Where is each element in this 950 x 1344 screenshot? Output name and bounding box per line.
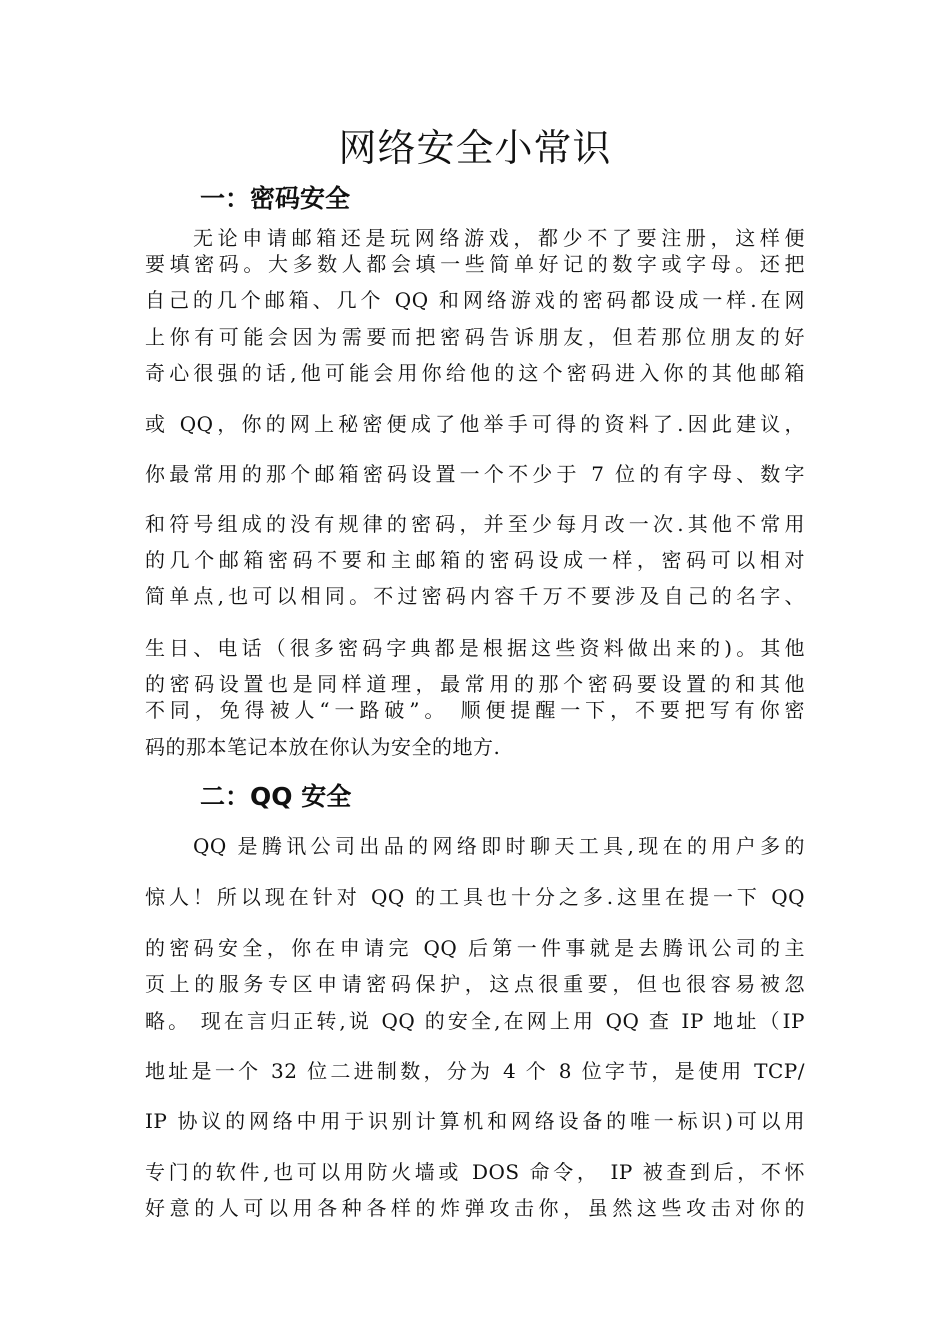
section-heading-password: 一：密码安全 [200,184,351,213]
paragraph-line: 或 QQ，你的网上秘密便成了他举手可得的资料了.因此建议， [145,412,805,436]
paragraph-line: 简单点,也可以相同。不过密码内容千万不要涉及自己的名字、 [145,584,805,608]
section-heading-qq: 二：QQ 安全 [200,782,352,811]
paragraph-line: 的密码安全，你在申请完 QQ 后第一件事就是去腾讯公司的主 [145,936,805,960]
paragraph-line: 地址是一个 32 位二进制数，分为 4 个 8 位字节，是使用 TCP/ [145,1059,805,1083]
paragraph-line: 的密码设置也是同样道理，最常用的那个密码要设置的和其他 [145,672,805,696]
paragraph-line: 的几个邮箱密码不要和主邮箱的密码设成一样，密码可以相对 [145,548,805,572]
paragraph-line: 要填密码。大多数人都会填一些简单好记的数字或字母。还把 [145,252,805,276]
paragraph-line: 自己的几个邮箱、几个 QQ 和网络游戏的密码都设成一样.在网 [145,288,805,312]
paragraph-line: 专门的软件,也可以用防火墙或 DOS 命令， IP 被查到后，不怀 [145,1160,805,1184]
paragraph-line: 上你有可能会因为需要而把密码告诉朋友，但若那位朋友的好 [145,325,805,349]
paragraph-line: 你最常用的那个邮箱密码设置一个不少于 7 位的有字母、数字 [145,462,805,486]
paragraph-line: 不同，免得被人“一路破”。 顺便提醒一下，不要把写有你密 [145,698,805,722]
paragraph-line: 码的那本笔记本放在你认为安全的地方. [145,735,501,759]
paragraph-line: 和符号组成的没有规律的密码，并至少每月改一次.其他不常用 [145,512,805,536]
paragraph-line: 好意的人可以用各种各样的炸弹攻击你，虽然这些攻击对你的 [145,1196,805,1220]
paragraph-line: 奇心很强的话,他可能会用你给他的这个密码进入你的其他邮箱 [145,361,805,385]
page-title: 网络安全小常识 [338,126,612,170]
paragraph-line: 生日、电话（很多密码字典都是根据这些资料做出来的)。其他 [145,636,805,660]
paragraph-line: IP 协议的网络中用于识别计算机和网络设备的唯一标识)可以用 [145,1109,805,1133]
paragraph-line: 惊人！所以现在针对 QQ 的工具也十分之多.这里在提一下 QQ [145,885,805,909]
paragraph-line: QQ 是腾讯公司出品的网络即时聊天工具,现在的用户多的 [193,834,805,858]
paragraph-line: 页上的服务专区申请密码保护，这点很重要，但也很容易被忽 [145,972,805,996]
paragraph-line: 无论申请邮箱还是玩网络游戏，都少不了要注册，这样便 [193,226,805,250]
paragraph-line: 略。 现在言归正转,说 QQ 的安全,在网上用 QQ 查 IP 地址（IP [145,1009,805,1033]
